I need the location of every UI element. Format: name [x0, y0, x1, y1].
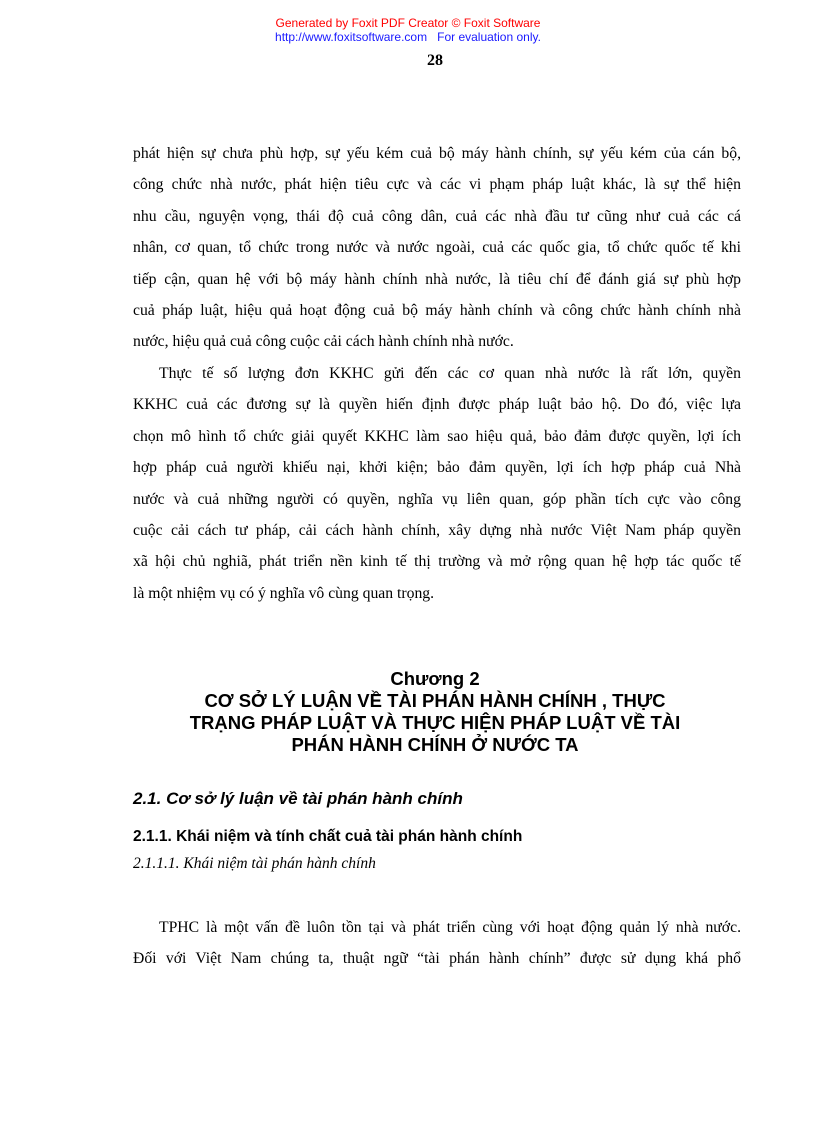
text-line: cuộc cải cách tư pháp, cải cách hành chính, xây dựng nhà nước Việt Nam pháp quyền	[133, 521, 741, 539]
text-line: nước và cuả những người có quyền, nghĩa vụ liên quan, góp phần tích cực vào công	[133, 490, 741, 508]
chapter-title-line: TRẠNG PHÁP LUẬT VÀ THỰC HIỆN PHÁP LUẬT VỀ TÀI	[189, 712, 681, 733]
paragraph-1	[133, 138, 741, 358]
page-number: 28	[427, 52, 443, 69]
text-line: nhu cầu, nguyện vọng, thái độ cuả công dân, cuả các nhà đầu tư cũng như cuả các cá	[133, 207, 741, 225]
chapter-title-line: PHÁN HÀNH CHÍNH Ở NƯỚC TA	[291, 734, 579, 755]
text-line: nhân, cơ quan, tổ chức trong nước và nước ngoài, cuả các quốc gia, tổ chức quốc tế khi	[133, 239, 741, 257]
section-heading-2-1-1: 2.1.1. Khái niệm và tính chất cuả tài phán hành chính	[133, 828, 523, 845]
paragraph-2	[133, 358, 741, 609]
watermark-eval: For evaluation only.	[437, 30, 541, 44]
watermark-url[interactable]: http://www.foxitsoftware.com	[275, 30, 428, 44]
text-line: nước, hiệu quả cuả công cuộc cải cách hành chính nhà nước.	[133, 333, 514, 351]
text-line: Đối với Việt Nam chúng ta, thuật ngữ “tài phán hành chính” được sử dụng khá phổ	[133, 950, 741, 968]
chapter-title-line: CƠ SỞ LÝ LUẬN VỀ TÀI PHÁN HÀNH CHÍNH , THỰC	[204, 690, 666, 711]
chapter-heading	[100, 668, 770, 756]
text-line: Thực tế số lượng đơn KKHC gửi đến các cơ quan nhà nước là rất lớn, quyền	[159, 365, 741, 382]
text-line: là một nhiệm vụ có ý nghĩa vô cùng quan trọng.	[133, 584, 435, 602]
text-line: xã hội chủ nghiã, phát triển nền kinh tế thị trường và mở rộng quan hệ hợp tác quốc tế	[133, 553, 741, 571]
chapter-label: Chương 2	[390, 668, 480, 689]
section-heading-2-1-1-1: 2.1.1.1. Khái niệm tài phán hành chính	[133, 855, 376, 872]
text-line: cuả pháp luật, hiệu quả hoạt động cuả bộ máy hành chính và công chức hành chính nhà	[133, 301, 741, 319]
section-heading-2-1: 2.1. Cơ sở lý luận về tài phán hành chính	[133, 789, 463, 808]
text-line: chọn mô hình tổ chức giải quyết KKHC làm sao hiệu quả, bảo đảm được quyền, lợi ích	[133, 427, 741, 445]
text-line: hợp pháp cuả người khiếu nại, khởi kiện; bảo đảm quyền, lợi ích hợp pháp cuả Nhà	[133, 459, 741, 477]
text-line: TPHC là một vấn đề luôn tồn tại và phát triển cùng với hoạt động quản lý nhà nước.	[159, 919, 741, 936]
text-line: KKHC cuả các đương sự là quyền hiến định được pháp luật bảo hộ. Do đó, việc lựa	[133, 396, 741, 414]
text-line: phát hiện sự chưa phù hợp, sự yếu kém cuả bộ máy hành chính, sự yếu kém của cán bộ,	[133, 145, 741, 162]
text-line: công chức nhà nước, phát hiện tiêu cực và các vi phạm pháp luật khác, là sự thể hiện	[133, 176, 741, 194]
paragraph-3	[133, 912, 741, 975]
watermark-url-line	[150, 30, 666, 45]
text-line: tiếp cận, quan hệ với bộ máy hành chính nhà nước, là tiêu chí để đánh giá sự phù hợp	[133, 270, 741, 288]
watermark-line: Generated by Foxit PDF Creator © Foxit Software	[275, 16, 541, 30]
